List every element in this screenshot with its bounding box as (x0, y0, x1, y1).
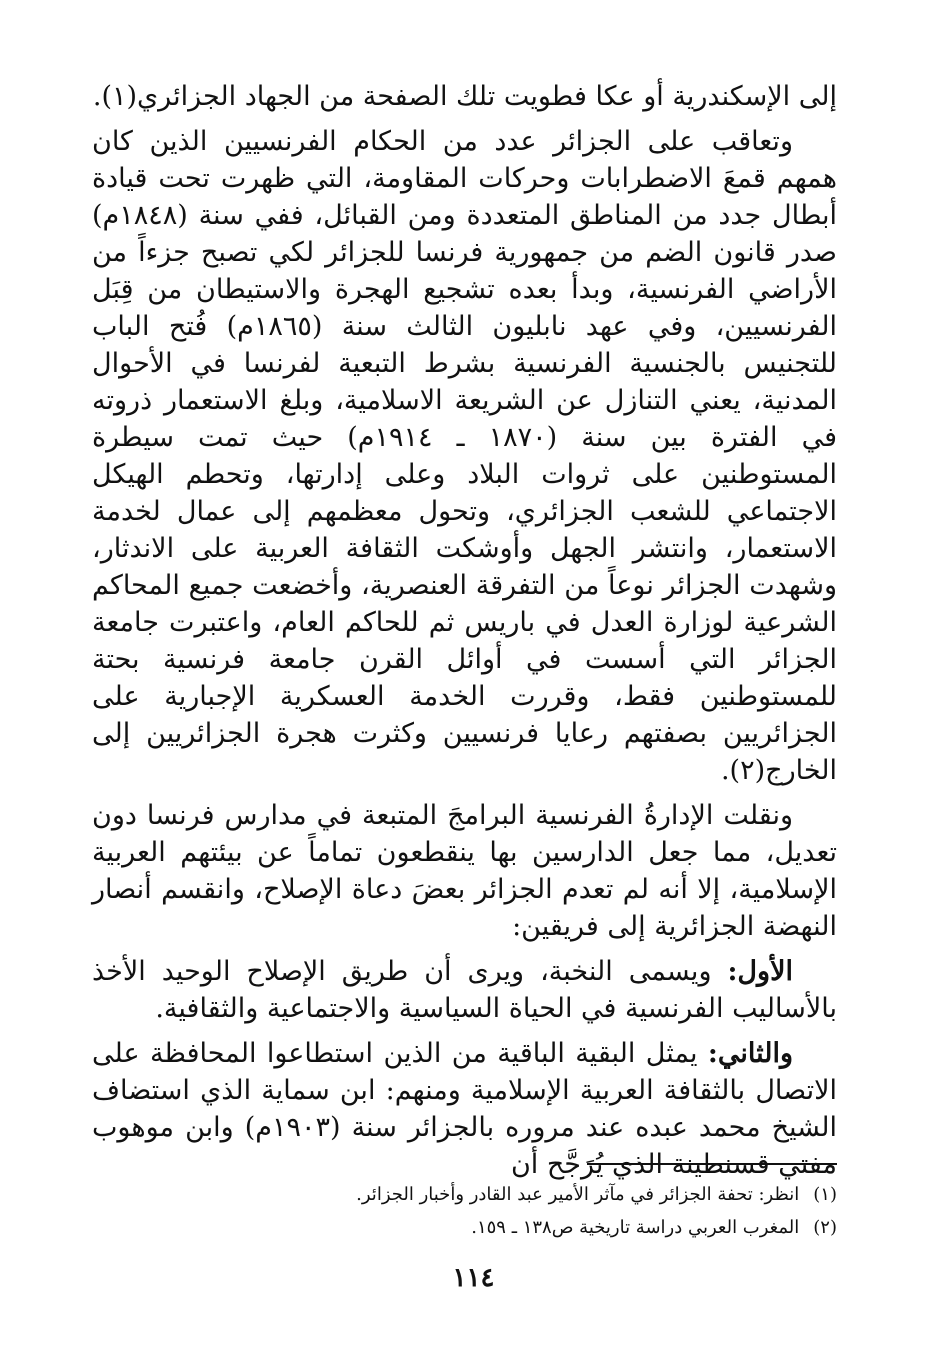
page-number: ١١٤ (452, 1263, 495, 1293)
first-group-label: الأول: (727, 956, 793, 987)
paragraph-french-rule: وتعاقب على الجزائر عدد من الحكام الفرنسيين الذين كان همهم قمعَ الاضطرابات وحركات المقاومة، التي ظهرت تحت قيادة أبطال جدد من المناطق المتعددة ومن القبائل، ففي سنة (١٨٤٨م) صدر قانون الضم من جمهورية فرنسا للجزائر لكي تصبح جزءاً من الأراضي الفرنسية، وبدأ بعده تشجيع الهجرة والاستيطان من قِبَل الفرنسيين، وفي عهد نابليون الثالث سنة (١٨٦٥م) فُتح الباب للتجنيس بالجنسية الفرنسية بشرط التبعية لفرنسا في الأحوال المدنية، يعني التنازل عن الشريعة الاسلامية، وبلغ الاستعمار ذروته في الفترة بين سنة (١٨٧٠ ـ ١٩١٤م) حيث تمت سيطرة المستوطنين على ثروات البلاد وعلى إدارتها، وتحطم الهيكل الاجتماعي للشعب الجزائري، وتحول معظمهم إلى عمال لخدمة الاستعمار، وانتشر الجهل وأوشكت الثقافة العربية على الاندثار، وشهدت الجزائر نوعاً من التفرقة العنصرية، وأخضعت جميع المحاكم الشرعية لوزارة العدل في باريس ثم للحاكم العام، واعتبرت جامعة الجزائر التي أسست في أوائل القرن جامعة فرنسية بحتة للمستوطنين فقط، وقررت الخدمة العسكرية الإجبارية على الجزائريين بصفتهم رعايا فرنسيين وكثرت هجرة الجزائريين إلى الخارج(٢). (92, 126, 838, 786)
footnote-number: (١) (813, 1184, 837, 1205)
second-group-text: يمثل البقية الباقية من الذين استطاعوا المحافظة على الاتصال بالثقافة العربية الإسلامية ومنهم: ابن سماية الذي استضاف الشيخ محمد عبده عند مروره بالجزائر سنة (١٩٠٣م) وابن موهوب مفتي قسنطينة الذي يُرَجَّح أن (92, 1038, 837, 1180)
body-text (92, 78, 837, 1183)
footnote-text: انظر: تحفة الجزائر في مآثر الأمير عبد القادر وأخبار الجزائر. (356, 1184, 800, 1205)
paragraph-second-group (92, 1035, 837, 1183)
first-group-text: ويسمى النخبة، ويرى أن طريق الإصلاح الوحيد الأخذ بالأساليب الفرنسية في الحياة السياسية والاجتماعية والثقافية. (92, 956, 837, 1024)
footnote-number: (٢) (813, 1217, 837, 1238)
paragraph-first-group (92, 953, 837, 1027)
footnote (92, 1211, 837, 1244)
paragraph-continuation: إلى الإسكندرية أو عكا فطويت تلك الصفحة من الجهاد الجزائري(١). (92, 81, 837, 112)
second-group-label: والثاني: (707, 1038, 793, 1069)
footnote-text: المغرب العربي دراسة تاريخية ص١٣٨ ـ ١٥٩. (471, 1217, 800, 1238)
footnote (92, 1178, 837, 1211)
footnotes (92, 1178, 837, 1244)
footnote-divider (587, 1163, 837, 1165)
paragraph-education: ونقلت الإدارةُ الفرنسية البرامجَ المتبعة في مدارس فرنسا دون تعديل، مما جعل الدارسين بها ينقطعون تماماً عن بيئتهم العربية الإسلامية، إلا أنه لم تعدم الجزائر بعضَ دعاة الإصلاح، وانقسم أنصار النهضة الجزائرية إلى فريقين: (92, 800, 837, 942)
